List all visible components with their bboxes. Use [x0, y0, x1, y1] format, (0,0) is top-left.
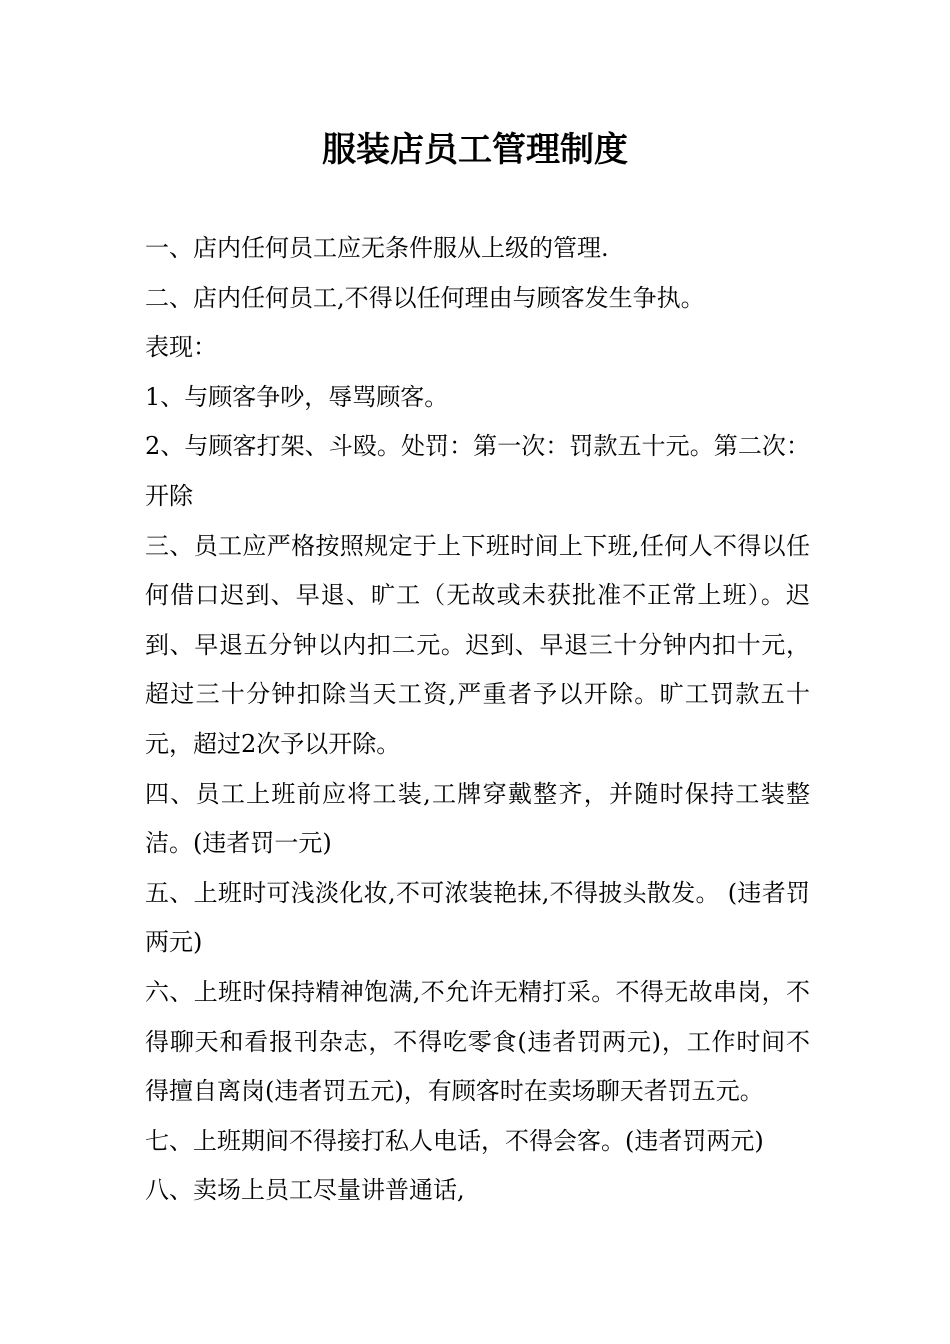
paragraph-3: 表现：: [145, 333, 217, 362]
paragraph-5: 2、与顾客打架、斗殴。处罚：第一次：罚款五十元。第二次：开除: [145, 432, 810, 510]
paragraph-1: 一、店内任何员工应无条件服从上级的管理.: [145, 234, 609, 262]
paragraph-10: 七、上班期间不得接打私人电话，不得会客。(违者罚两元): [145, 1126, 764, 1155]
paragraph-8: 五、上班时可浅淡化妆,不可浓装艳抹,不得披头散发。 (违者罚两元): [145, 878, 810, 957]
paragraph-7: 四、员工上班前应将工装,工牌穿戴整齐，并随时保持工装整洁。(违者罚一元): [145, 779, 810, 858]
paragraph-2: 二、店内任何员工,不得以任何理由与顾客发生争执。: [145, 283, 705, 312]
document-body: [145, 224, 810, 1216]
paragraph-11: 八、卖场上员工尽量讲普通话,: [145, 1176, 465, 1205]
paragraph-9: 六、上班时保持精神饱满,不允许无精打采。不得无故串岗，不得聊天和看报刊杂志，不得吃零食(违者罚两元)，工作时间不得擅自离岗(违者罚五元)，有顾客时在卖场聊天者罚五元。: [145, 977, 810, 1106]
paragraph-6: 三、员工应严格按照规定于上下班时间上下班,任何人不得以任何借口迟到、早退、旷工（无故或未获批准不正常上班）。迟到、早退五分钟以内扣二元。迟到、早退三十分钟内扣十元，超过三十分钟扣除当天工资,严重者予以开除。旷工罚款五十元，超过2次予以开除。: [145, 531, 810, 758]
paragraph-4: 1、与顾客争吵，辱骂顾客。: [145, 382, 449, 411]
document-title: 服装店员工管理制度: [322, 130, 628, 170]
